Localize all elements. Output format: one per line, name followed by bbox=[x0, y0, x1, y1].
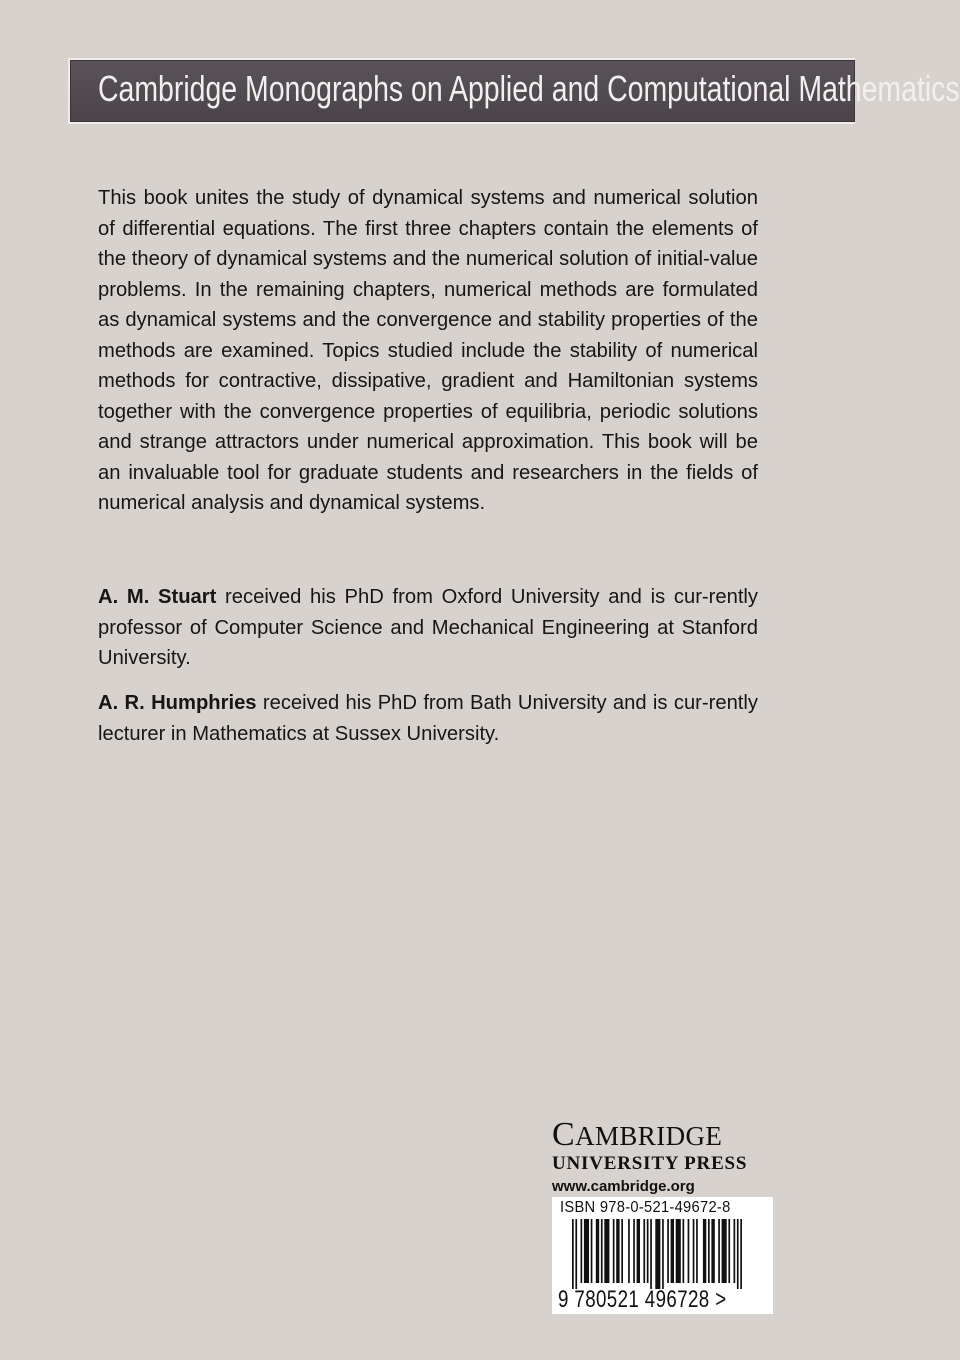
barcode-bar bbox=[616, 1219, 619, 1283]
barcode-bar bbox=[688, 1219, 690, 1283]
publisher-name bbox=[552, 1118, 777, 1153]
barcode-bar bbox=[575, 1219, 577, 1289]
series-title: Cambridge Monographs on Applied and Computational Mathematics bbox=[98, 68, 960, 109]
book-description: This book unites the study of dynamical systems and numerical solution of differential equations. The first three chapters contain the elements of the theory of dynamical systems and the numerical solution of initial-value problems. In the remaining chapters, numerical methods are formulated as dynamical systems and the convergence and stability properties of the methods are examined. Topics studied include the stability of numerical methods for contractive, dissipative, gradient and Hamiltonian systems together with the convergence properties of equilibria, periodic solutions and strange attractors under numerical approximation. This book will be an invaluable tool for graduate students and researchers in the fields of numerical analysis and dynamical systems. bbox=[98, 187, 758, 514]
barcode-bar bbox=[621, 1219, 623, 1283]
barcode-bar bbox=[737, 1219, 739, 1289]
barcode-bars bbox=[552, 1219, 773, 1287]
barcode-bar bbox=[601, 1219, 603, 1283]
barcode-bar bbox=[591, 1219, 593, 1283]
isbn-barcode bbox=[552, 1197, 773, 1314]
barcode-bar bbox=[650, 1219, 652, 1289]
author-name: A. R. Humphries bbox=[98, 692, 257, 714]
barcode-bar bbox=[596, 1219, 599, 1283]
publisher-logo bbox=[552, 1118, 777, 1199]
barcode-digits: 9 780521 496728 > bbox=[558, 1286, 727, 1313]
barcode-bar bbox=[722, 1219, 727, 1283]
author-bio-text: received his PhD from Oxford University and is cur-rently professor of Computer Science and Mechanical Engineering at Stanford University. bbox=[98, 586, 759, 669]
barcode-bar bbox=[633, 1219, 635, 1283]
barcode-bar bbox=[683, 1219, 685, 1283]
barcode-bar bbox=[693, 1219, 695, 1283]
barcode-bar bbox=[647, 1219, 649, 1283]
barcode-bar bbox=[740, 1219, 742, 1289]
publisher-subtitle: UNIVERSITY PRESS bbox=[552, 1153, 748, 1174]
barcode-bar bbox=[613, 1219, 615, 1283]
barcode-bar bbox=[572, 1219, 574, 1289]
barcode-bar bbox=[584, 1219, 589, 1283]
barcode-bar bbox=[728, 1219, 730, 1283]
barcode-bar bbox=[581, 1219, 583, 1283]
series-banner bbox=[68, 58, 960, 124]
barcode-bar bbox=[662, 1219, 664, 1289]
publisher-name-initial: C bbox=[552, 1116, 576, 1153]
author-bio-stuart bbox=[98, 582, 758, 674]
barcode-bar bbox=[696, 1219, 698, 1283]
barcode-bar bbox=[667, 1219, 669, 1283]
barcode-bar bbox=[643, 1219, 645, 1283]
author-bio-text: received his PhD from Bath University and is cur-rently lecturer in Mathematics at Sussex University. bbox=[98, 692, 758, 745]
barcode-bar bbox=[671, 1219, 674, 1283]
barcode-bar bbox=[703, 1219, 706, 1283]
barcode-bar bbox=[655, 1219, 660, 1289]
publisher-url: www.cambridge.org bbox=[552, 1178, 695, 1195]
barcode-bar bbox=[708, 1219, 710, 1283]
author-bio-humphries bbox=[98, 688, 758, 749]
publisher-name-rest: AMBRIDGE bbox=[575, 1121, 723, 1151]
author-name: A. M. Stuart bbox=[98, 586, 217, 608]
barcode-bar bbox=[711, 1219, 714, 1283]
barcode-bar bbox=[604, 1219, 609, 1283]
isbn-label: ISBN 978-0-521-49672-8 bbox=[560, 1199, 731, 1216]
barcode-bar bbox=[676, 1219, 681, 1283]
barcode-bar bbox=[734, 1219, 736, 1283]
barcode-bar bbox=[718, 1219, 720, 1283]
barcode-bar bbox=[628, 1219, 630, 1283]
barcode-bar bbox=[637, 1219, 640, 1283]
